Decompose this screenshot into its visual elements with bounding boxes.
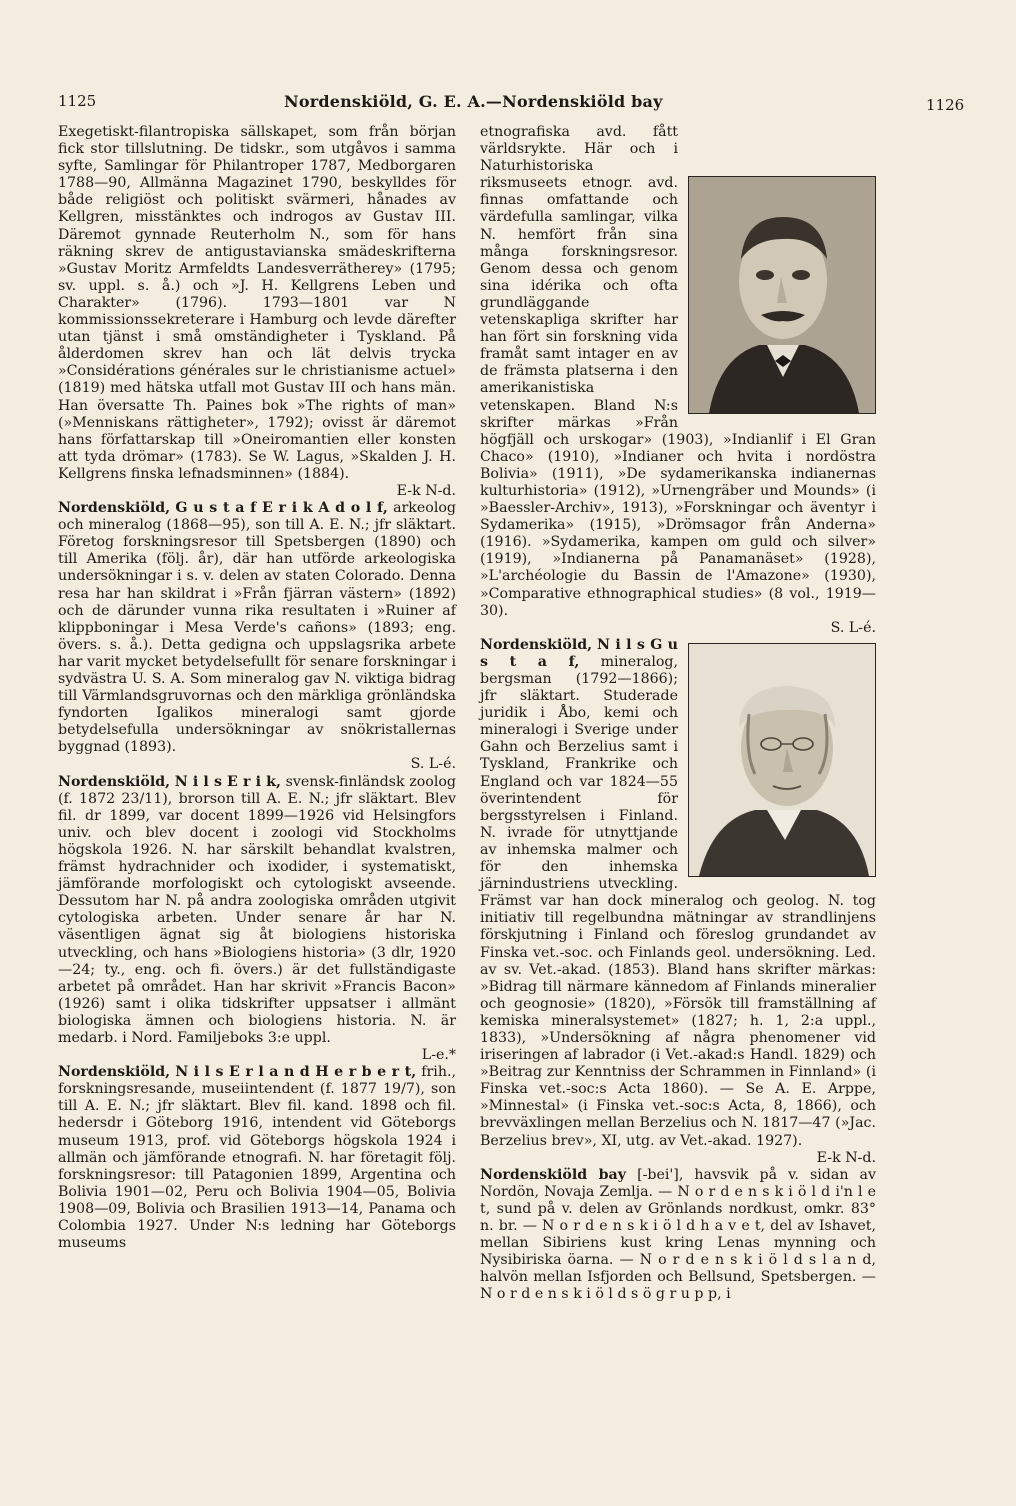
entry-text: arkeolog och mineralog (1868—95), son till A. E. N.; jfr släktart. Företog forskningsresor till Spetsbergen (1890) och till Amerika (följ. år), där han utförde arkeologiska undersökningar i s. v. delen av staten Colorado. Denna resa har han skildrat i »Från fjärran västern» (1892) och de därunder vunna rika resultaten i »Ruiner af klippboningar i Mesa Verde's cañons» (1893; eng. övers. s. å.). Detta gedigna och uppslagsrika arbete har varit mycket betydelsefullt för senare forskningar i sydvästra U. S. A. Som mineralog gav N. viktiga bidrag till Värmlandsgruvornas och den märkliga grönländska fyndorten Igalikos mineralogi samt gjorde betydelsefulla undersökningar av snökristallernas byggnad (1893). bbox=[58, 500, 456, 756]
signature: S. L-é. bbox=[830, 619, 876, 636]
left-column bbox=[58, 124, 456, 1252]
entry-headword: Nordenskiöld bay bbox=[480, 1166, 626, 1183]
entry-name: N i l s G u s t a f, bbox=[480, 636, 678, 670]
entry-text: [-bei'], havsvik på v. sidan av Nordön, Novaja Zemlja. — N o r d e n s k i ö l d i'n l e t, sund på v. delen av Grönlands nordkust, omkr. 83° n. br. — N o r d e n s k i ö l d h a v e t, del av Ishavet, mellan Sibiriens kust kring Lenas mynning och Nysibiriska öarna. — N o r d e n s k i ö l d s l a n d, halvön mellan Isfjorden och Bellsund, Spetsbergen. — N o r d e n s k i ö l d s ö g r u p p, i bbox=[480, 1166, 877, 1303]
entry-continuation bbox=[58, 124, 456, 500]
entry-nils-erik bbox=[58, 774, 456, 1065]
signature: E-k N-d. bbox=[396, 482, 456, 499]
entry-text: svensk-finländsk zoolog (f. 1872 23/11), brorson till A. E. N.; jfr släktart. Blev fil. dr 1899, var docent 1899—1926 vid Helsingfors univ. och blev docent i zoologi vid Stockholms högskola 1926. N. har särskilt behandlat kvalstren, främst hydrachnider och ixodider, i systematiskt, jämförande morfologiskt och cytologiskt avseende. Dessutom har N. på andra zoologiska områden utgivit cytologiska arbeten. Under senare år har N. väsentligen ägnat sig åt biologiens historiska utveckling, och hans »Biologiens historia» (3 dlr, 1920—24; ty., eng. och fi. övers.) är det fullständigaste arbetet på området. Han har skrivit »Francis Bacon» (1926) samt i olika tidskrifter uppsatser i allmänt biologiska ämnen och biologiens historia. N. är medarb. i Nord. Familjeboks 3:e uppl. bbox=[58, 773, 456, 1046]
paragraph-text: Exegetiskt-filantropiska sällskapet, som från början fick stor tillslutning. De tidskr., som utgåvos i samma syfte, Samlingar för Philantroper 1787, Medborgaren 1788—90, Allmänna Magazinet 1790, beskylldes för både religiöst och politiskt svärmeri, hånades av Kellgren, misstänktes och indrogos av Gustav III. Däremot gynnade Reuterholm N., som för hans räkning skrev de antigustavianska smädeskrifterna »Gustav Moritz Armfeldts Landesverrätherey» (1795; sv. uppl. s. å.) och »J. H. Kellgrens Leben und Charakter» (1796). 1793—1801 var N kommissionssekreterare i Hamburg och levde därefter utan tjänst i små omständigheter i Tyskland. På ålderdomen skrev han och lät delvis trycka »Considérations générales sur le christianisme actuel» (1819) med hätska utfall mot Gustav III och hans män. Han översatte Th. Paines bok »The rights of man» (»Menniskans rättigheter», 1792); ovisst är däremot hans författarskap till »Oneiromantien eller konsten att tyda drömar» (1783). Se W. Lagus, »Skalden J. H. Kellgrens finska lefnadsminnen» (1884). bbox=[58, 124, 456, 482]
entry-name: N i l s E r l a n d H e r b e r t, bbox=[175, 1064, 417, 1081]
portrait-photo-erland bbox=[688, 176, 876, 414]
running-head: Nordenskiöld, G. E. A.—Nordenskiöld bay bbox=[284, 92, 663, 111]
signature: E-k N-d. bbox=[816, 1149, 876, 1166]
portrait-image bbox=[689, 177, 875, 413]
paragraph-text: etnografiska avd. fått världsrykte. Här och i Naturhistoriska riksmuseets etnogr. avd. finnas omfattande och värdefulla samlingar, vilka N. hemfört från sina många forskningsresor. Genom dessa och genom sina idérika och ofta grundläggande vetenskapliga skrifter har han fört sin forskning vida framåt samt intager en av de främsta platserna i den amerikanistiska vetenskapen. Bland N:s skrifter märkas »Från högfjäll och urskogar» (1903), »Indianlif i El Gran Chaco» (1910), »Indianer och hvita i nordöstra Bolivia» (1911), »De sydamerikanska indianernas kulturhistoria» (1912), »Urnengräber und Mounds» (i »Baessler-Archiv», 1913), »Forskningar och äventyr i Sydamerika» (1915), »Drömsagor från Anderna» (1916). »Sydamerika, kampen om guld och silver» (1919), »Indianerna på Panamanäset» (1928), »L'archéologie du Bassin de l'Amazone» (1930), »Comparative ethnographical studies» (8 vol., 1919—30). bbox=[480, 124, 876, 619]
entry-headword: Nordenskiöld, bbox=[58, 773, 171, 790]
entry-headword: Nordenskiöld, bbox=[58, 1064, 171, 1081]
page-number-left: 1125 bbox=[58, 92, 97, 110]
portrait-image bbox=[689, 644, 875, 876]
entry-name: G u s t a f E r i k A d o l f, bbox=[175, 500, 388, 517]
entry-headword: Nordenskiöld, bbox=[480, 636, 593, 653]
signature: L-e.* bbox=[421, 1047, 456, 1064]
entry-nils-erland-herbert bbox=[58, 1064, 456, 1252]
entry-gustaf-erik-adolf bbox=[58, 500, 456, 774]
right-column bbox=[480, 124, 876, 1303]
entry-nordenskiold-bay bbox=[480, 1167, 876, 1304]
entry-headword: Nordenskiöld, bbox=[58, 500, 171, 517]
entry-text: frih., forskningsresande, museiintendent (f. 1877 19/7), son till A. E. N.; jfr släktart. Blev fil. kand. 1898 och fil. hedersdr i Göteborg 1916, intendent vid Göteborgs museum 1913, prof. vid Göteborgs högskola 1924 i allmän och jämförande etnografi. N. har företagit följ. forskningsresor: till Patagonien 1899, Argentina och Bolivia 1901—02, Peru och Bolivia 1904—05, Bolivia 1908—09, Bolivia och Brasilien 1913—14, Panama och Colombia 1927. Under N:s ledning har Göteborgs museums bbox=[58, 1064, 456, 1252]
page-number-right: 1126 bbox=[926, 96, 965, 114]
portrait-engraving-nils-gustaf bbox=[688, 643, 876, 877]
entry-name: N i l s E r i k, bbox=[174, 773, 281, 790]
signature: S. L-é. bbox=[410, 756, 456, 773]
entry-text: mineralog, bergsman (1792—1866); jfr släktart. Studerade juridik i Åbo, kemi och mineralogi i Sverige under Gahn och Berzelius samt i Tyskland, Frankrike och England och var 1824—55 överintendent för bergsstyrelsen i Finland. N. ivrade för utnyttjande av inhemska malmer och för den inhemska järnindustriens utveckling. Främst var han dock mineralog och geolog. N. tog initiativ till regelbundna mätningar av strandlinjens förskjutning i Finland och föreslog grundandet av Finska vet.-soc. och Finlands geol. undersökning. Led. av sv. Vet.-akad. (1853). Bland hans skrifter märkas: »Bidrag till närmare kännedom af Finlands mineralier och geognosie» (1820), »Försök till framställning af kemiska mineralsystemet» (1827; h. 1, 2:a uppl., 1833), »Undersökning af några phenomener vid iriseringen af labrador (i Vet.-akad:s Handl. 1829) och »Beitrag zur Kenntniss der Schrammen in Finnland» (i Finska vet.-soc:s Acta 1860). — Se A. E. Arppe, »Minnestal» (i Finska vet.-soc:s Acta, 8, 1866), och brevväxlingen mellan Berzelius och N. 1817—47 (»Jac. Berzelius brev», XI, utg. av Vet.-akad. 1927). bbox=[480, 653, 876, 1149]
